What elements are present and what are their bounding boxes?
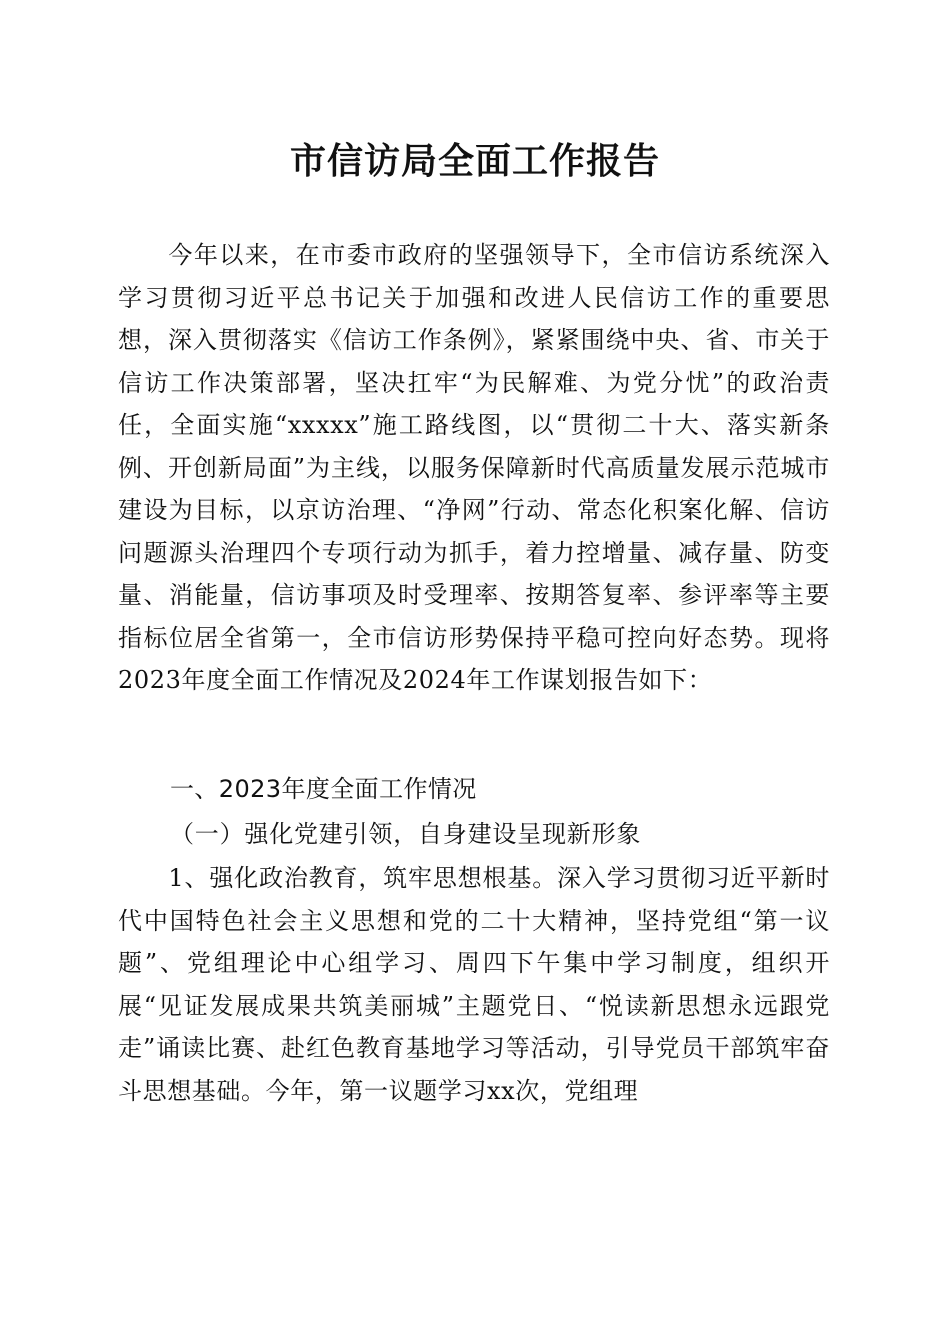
- document-title: 市信访局全面工作报告: [289, 140, 660, 182]
- point1-section: [118, 857, 830, 1112]
- section-heading: 一、2023年度全面工作情况: [170, 775, 477, 803]
- point1-paragraph: 1、强化政治教育，筑牢思想根基。深入学习贯彻习近平新时代中国特色社会主义思想和党的二十大精神，坚持党组“第一议题”、党组理论中心组学习、周四下午集中学习制度，组织开展“见证发展成果共筑美丽城”主题党日、“悦读新思想永远跟党走”诵读比赛、赴红色教育基地学习等活动，引导党员干部筑牢奋斗思想基础。今年，第一议题学习xx次，党组理: [118, 864, 830, 1105]
- subsection-heading: （一）强化党建引领，自身建设呈现新形象: [170, 820, 642, 848]
- intro-paragraph: 今年以来，在市委市政府的坚强领导下，全市信访系统深入学习贯彻习近平总书记关于加强和改进人民信访工作的重要思想，深入贯彻落实《信访工作条例》，紧紧围绕中央、省、市关于信访工作决策部署，坚决扛牢“为民解难、为党分忧”的政治责任，全面实施“xxxxx”施工路线图，以“贯彻二十大、落实新条例、开创新局面”为主线，以服务保障新时代高质量发展示范城市建设为目标，以京访治理、“净网”行动、常态化积案化解、信访问题源头治理四个专项行动为抓手，着力控增量、减存量、防变量、消能量，信访事项及时受理率、按期答复率、参评率等主要指标位居全省第一，全市信访形势保持平稳可控向好态势。现将2023年度全面工作情况及2024年工作谋划报告如下：: [118, 241, 830, 694]
- intro-section: [118, 234, 830, 702]
